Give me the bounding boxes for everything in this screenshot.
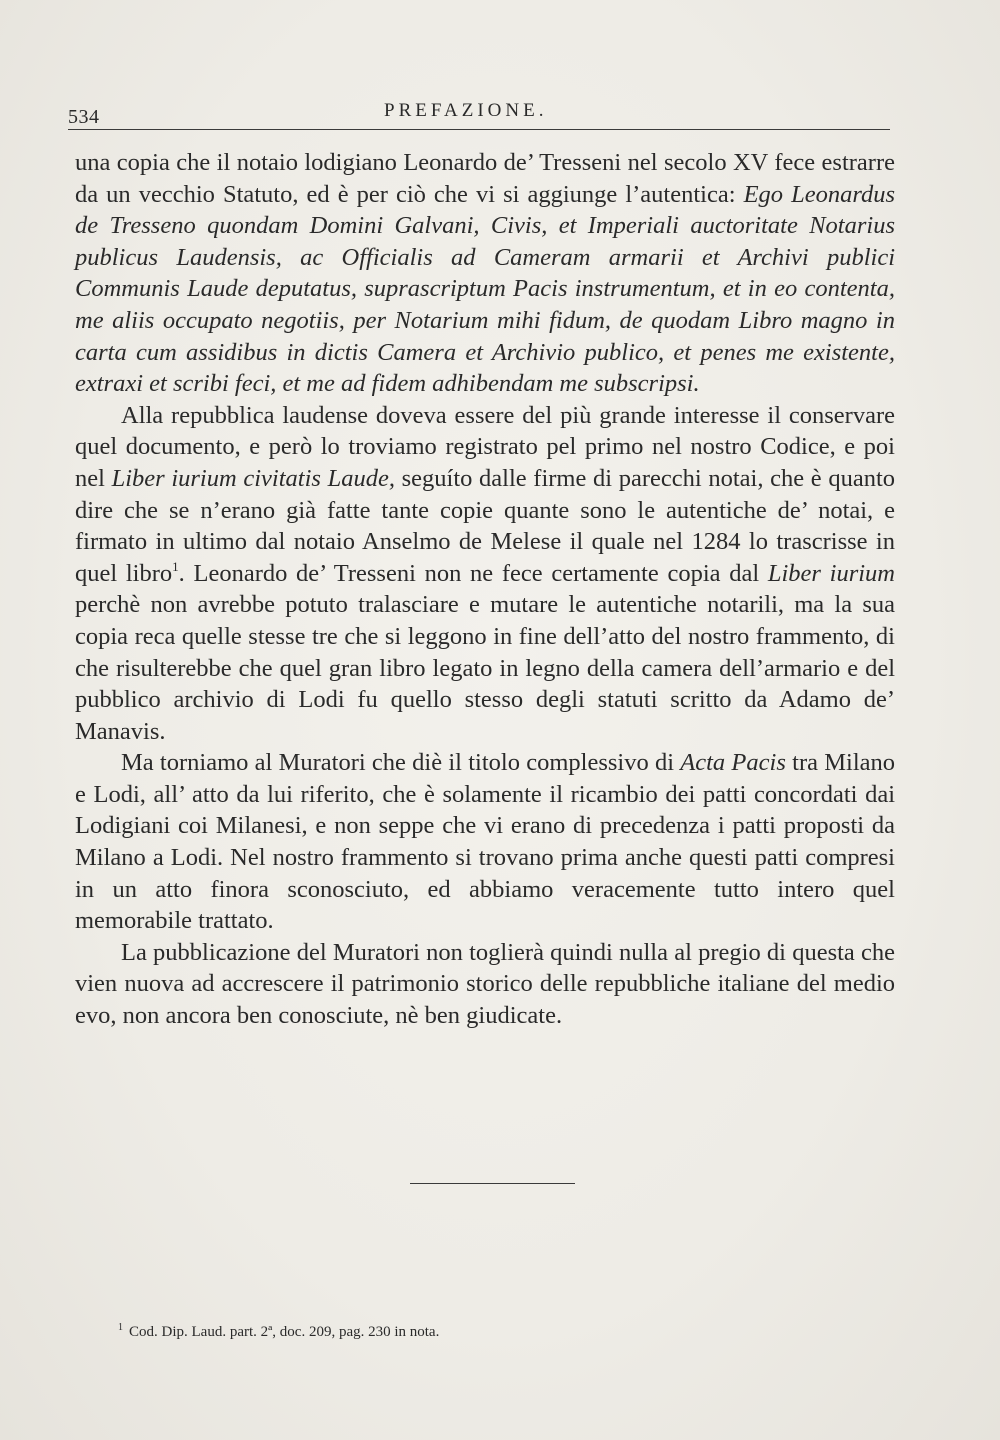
paragraph-3-text-b: tra Milano e Lodi, all’ atto da lui riferito, che è solamente il ricambio dei patti concordati dai Lodigiani coi Milanesi, e non seppe che vi erano di precedenza i patti proposti da Milano a Lodi. Nel nostro frammento si trovano prima anche questi patti compresi in un atto finora sconosciuto, ed abbiamo veracemente tutto intero quel memorabile trattato.	[75, 749, 896, 935]
footnote-text: Cod. Dip. Laud. part. 2ª, doc. 209, pag. 230 in nota.	[129, 1324, 440, 1340]
liber-iurium-title: Liber iurium civitatis Laude,	[111, 464, 395, 492]
main-text	[75, 147, 895, 1032]
running-head	[68, 100, 890, 130]
paragraph-2-text-a: Alla repubblica laudense doveva essere del più grande interesse il conservare quel documento, e però lo troviamo registrato pel primo nel nostro Codice, e poi nel	[75, 401, 895, 492]
paragraph-2	[75, 400, 895, 748]
page-number: 534	[68, 106, 100, 128]
paragraph-2-text-b: seguíto dalle firme di parecchi notai, che è quanto dire che se n’erano già fatte tante copie quante sono le autentiche de’ notai, e firmato in ultimo dal notaio Anselmo de Melese il quale nel 1284 lo trascrisse in quel libro	[75, 464, 895, 587]
page-title: PREFAZIONE.	[384, 100, 548, 121]
footnote-reference: 1	[172, 558, 179, 574]
paragraph-1-text: una copia che il notaio lodigiano Leonardo de’ Tresseni nel secolo XV fece estrarre da un vecchio Statuto, ed è per ciò che vi si aggiunge l’autentica:	[75, 149, 895, 208]
paragraph-4: La pubblicazione del Muratori non toglierà quindi nulla al pregio di questa che vien nuova ad accrescere il patrimonio storico delle repubbliche italiane del medio evo, non ancora ben conosciute, nè ben giudicate.	[75, 938, 895, 1030]
paragraph-1	[75, 147, 895, 400]
acta-pacis-title: Acta Pacis	[680, 749, 786, 777]
footnote	[118, 1318, 439, 1342]
latin-quotation: Ego Leonardus de Tresseno quondam Domini Galvani, Civis, et Imperiali auctoritate Notarius publicus Laudensis, ac Officialis ad Cameram armarii et Archivi publici Communis Laude deputatus, suprascriptum Pacis instrumentum, et in eo contenta, me aliis occupato negotiis, per Notarium mihi fidum, de quodam Libro magno in carta cum assidibus in dictis Camera et Archivio publico, et penes me existente, extraxi et scribi feci, et me ad fidem adhibendam me subscripsi.	[75, 180, 895, 398]
paragraph-3	[75, 747, 895, 937]
liber-iurium-short-title: Liber iurium	[767, 559, 895, 587]
footnote-mark: 1	[118, 1322, 123, 1333]
paragraph-2-text-d: perchè non avrebbe potuto tralasciare e mutare le autentiche notarili, ma la sua copia reca quelle stesse tre che si leggono in fine dell’atto del nostro frammento, di che risulterebbe che quel gran libro legato in legno della camera dell’armario e del pubblico archivio di Lodi fu quello stesso degli statuti scritto da Adamo de’ Manavis.	[75, 591, 895, 745]
header-rule	[68, 129, 890, 130]
paragraph-3-text-a: Ma torniamo al Muratori che diè il titolo complessivo di	[121, 749, 681, 777]
section-end-rule	[410, 1183, 575, 1184]
paragraph-2-text-c: . Leonardo de’ Tresseni non ne fece certamente copia dal	[178, 559, 768, 587]
